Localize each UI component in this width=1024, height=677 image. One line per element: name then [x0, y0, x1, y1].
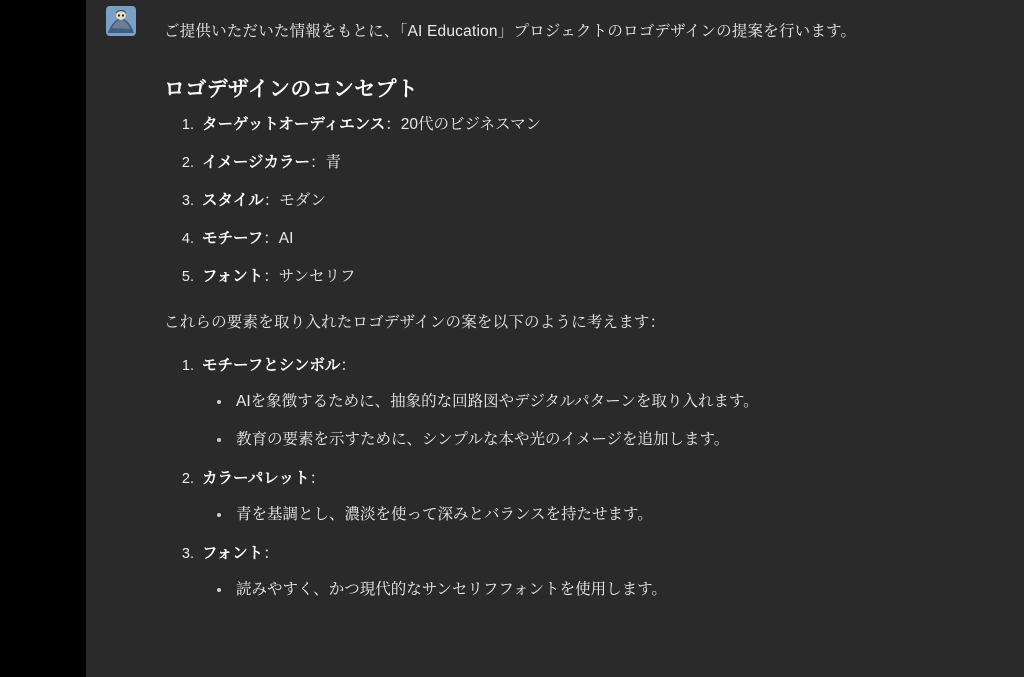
- list-item: [198, 354, 994, 454]
- concept-value: ：サンセリフ: [263, 267, 356, 285]
- proposal-value: ：: [309, 470, 326, 488]
- concept-value: ：AI: [263, 229, 294, 247]
- concept-label: スタイル: [202, 191, 264, 209]
- concept-value: ：モダン: [263, 191, 326, 209]
- proposal-value: ：: [263, 545, 279, 563]
- proposal-label: カラーパレット: [202, 470, 310, 488]
- list-item: [198, 113, 994, 137]
- concept-value: ：20代のビジネスマン: [385, 115, 542, 133]
- list-item: • AIを象徴するために、抽象的な回路図やデジタルパターンを取り入れます。: [232, 390, 994, 415]
- proposal-bullets: [202, 578, 994, 603]
- proposal-list: [164, 354, 994, 603]
- proposal-label: モチーフとシンボル: [202, 356, 341, 374]
- concept-label: モチーフ: [202, 229, 264, 247]
- list-item: • 教育の要素を示すために、シンプルな本や光のイメージを追加します。: [232, 428, 994, 453]
- concept-value: ：青: [310, 153, 342, 171]
- concept-heading: ロゴデザインのコンセプト: [164, 77, 419, 101]
- proposal-value: ：: [340, 356, 356, 374]
- proposal-label: フォント: [202, 545, 264, 563]
- assistant-avatar-icon: [106, 6, 136, 36]
- list-item: [198, 189, 994, 213]
- list-item: [198, 227, 994, 251]
- message-body: [164, 20, 994, 603]
- transition-paragraph: これらの要素を取り入れたロゴデザインの案を以下のように考えます：: [164, 313, 666, 331]
- proposal-bullets: [202, 390, 994, 454]
- conversation-pane: [86, 0, 1024, 677]
- assistant-message: [86, 0, 1024, 603]
- concept-label: フォント: [202, 267, 264, 285]
- intro-paragraph: ご提供いただいた情報をもとに、「AI Education」プロジェクトのロゴデザインの提案を行います。: [164, 23, 857, 40]
- list-item: [198, 542, 994, 603]
- concept-list: [164, 113, 994, 289]
- concept-label: ターゲットオーディエンス: [202, 115, 386, 133]
- list-item: [198, 265, 994, 289]
- list-item: • 青を基調とし、濃淡を使って深みとバランスを持たせます。: [232, 503, 994, 528]
- list-item: [198, 151, 994, 175]
- list-item: [198, 467, 994, 528]
- concept-label: イメージカラー: [202, 153, 311, 171]
- proposal-bullets: [202, 503, 994, 528]
- list-item: • 読みやすく、かつ現代的なサンセリフフォントを使用します。: [232, 578, 994, 603]
